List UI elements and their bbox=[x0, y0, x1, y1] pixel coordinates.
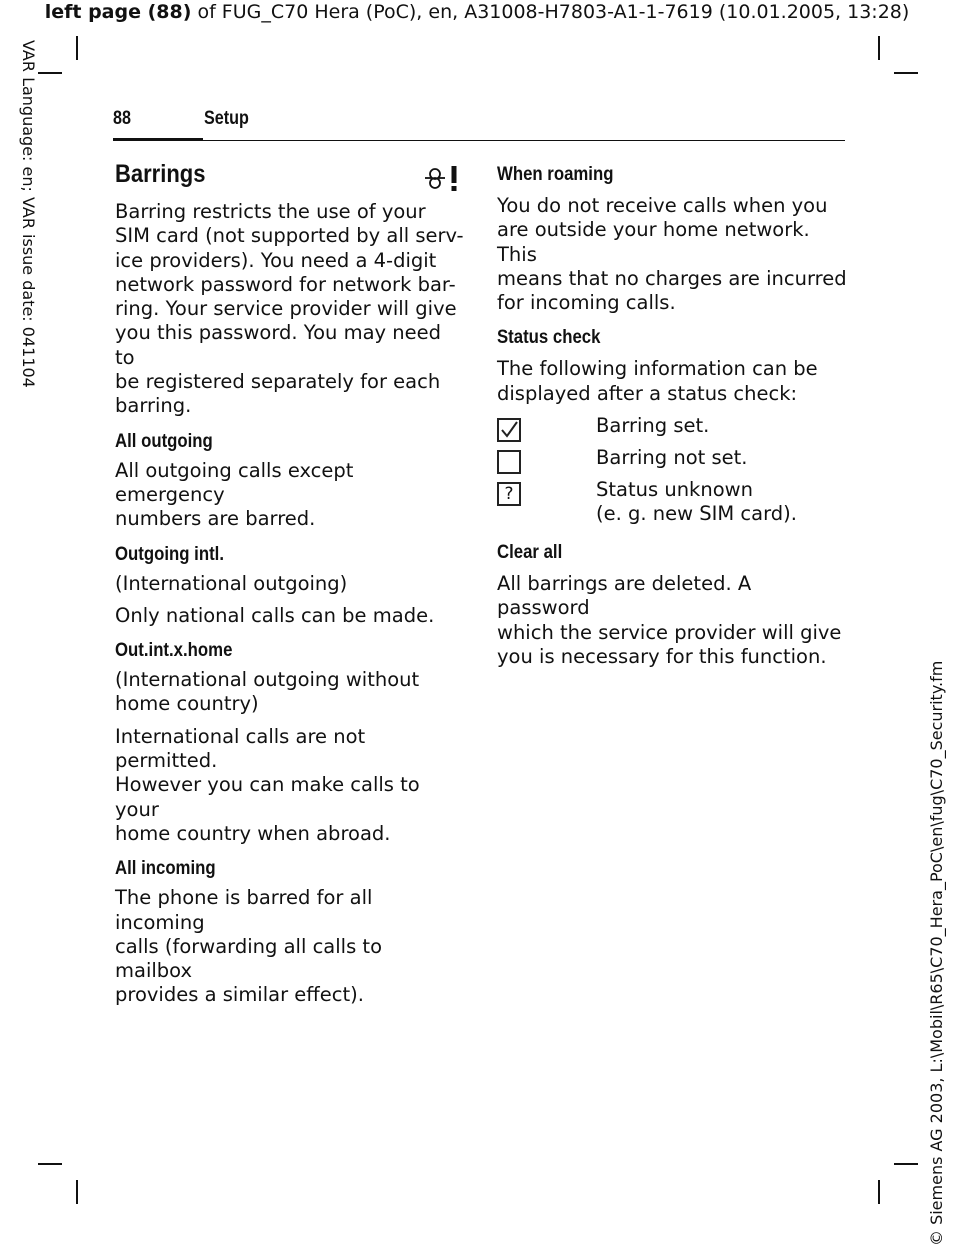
paragraph-line: The phone is barred for all incoming bbox=[115, 886, 373, 934]
paragraph-line: be registered separately for each bbox=[115, 370, 441, 394]
status-item bbox=[497, 478, 847, 540]
subheading: Outgoing intl. bbox=[115, 542, 224, 565]
paragraph-line: you this password. You may need to bbox=[115, 321, 442, 369]
subheading: Clear all bbox=[497, 541, 563, 564]
subheading: Out.int.x.home bbox=[115, 639, 233, 662]
paragraph-line: calls (forwarding all calls to mailbox bbox=[115, 934, 383, 983]
status-legend bbox=[497, 414, 847, 540]
paragraph-line: which the service provider will give bbox=[497, 620, 842, 644]
status-label: Barring set. bbox=[596, 414, 710, 438]
subheading: When roaming bbox=[497, 163, 614, 185]
paragraph-line: means that no charges are incurred bbox=[497, 266, 847, 290]
page-number: 88 bbox=[113, 108, 131, 129]
checked-box-icon bbox=[497, 418, 521, 442]
section-heading: Barrings bbox=[115, 160, 206, 188]
crop-mark bbox=[894, 1163, 918, 1165]
subheading: Status check bbox=[497, 326, 601, 349]
crop-mark bbox=[76, 36, 78, 60]
crop-mark bbox=[878, 36, 880, 60]
right-column bbox=[497, 162, 847, 669]
section-title: Setup bbox=[204, 108, 249, 129]
left-column bbox=[115, 160, 465, 1008]
paragraph-line: numbers are barred. bbox=[115, 507, 316, 531]
paragraph-line: network password for network bar- bbox=[115, 272, 456, 296]
paragraph-line: home country when abroad. bbox=[115, 821, 391, 845]
paragraph-line: All barrings are deleted. A password bbox=[497, 572, 752, 620]
paragraph-line: You do not receive calls when you bbox=[497, 194, 828, 217]
paragraph-line: (International outgoing) bbox=[115, 571, 348, 595]
exclamation-icon bbox=[450, 166, 458, 196]
page-side-label: left page (88) bbox=[44, 1, 192, 23]
side-note-left: VAR Language: en; VAR issue date: 041104 bbox=[19, 40, 38, 388]
paragraph-line: for incoming calls. bbox=[497, 291, 676, 315]
paragraph-line: SIM card (not supported by all serv- bbox=[115, 224, 464, 248]
paragraph-line: However you can make calls to your bbox=[115, 773, 420, 821]
paragraph-line: ring. Your service provider will give bbox=[115, 297, 457, 321]
paragraph-line: The following information can be bbox=[497, 357, 818, 381]
paragraph-line: displayed after a status check: bbox=[497, 381, 798, 405]
paragraph-line: ice providers). You need a 4-digit bbox=[115, 248, 437, 272]
empty-box-icon bbox=[497, 450, 521, 474]
paragraph-line: you is necessary for this function. bbox=[497, 644, 827, 668]
question-box-icon: ? bbox=[497, 482, 521, 506]
paragraph-line: All outgoing calls except emergency bbox=[115, 458, 354, 506]
crop-mark bbox=[76, 1180, 78, 1204]
intro-paragraph bbox=[115, 200, 465, 419]
paragraph-line: are outside your home network. This bbox=[497, 218, 810, 266]
document-header bbox=[0, 0, 954, 24]
paragraph-line: barring. bbox=[115, 394, 192, 418]
header-rule bbox=[113, 140, 845, 141]
side-note-right: © Siemens AG 2003, L:\Mobil\R65\C70_Hera_PoC\en\fug\C70_Security.fm bbox=[927, 660, 946, 1246]
paragraph-line: Only national calls can be made. bbox=[115, 603, 435, 627]
crop-mark bbox=[894, 72, 918, 74]
paragraph-line: International calls are not permitted. bbox=[115, 724, 366, 773]
subheading: All outgoing bbox=[115, 429, 213, 452]
subheading: All incoming bbox=[115, 857, 216, 880]
crop-mark bbox=[38, 72, 62, 74]
paragraph-line: provides a similar effect). bbox=[115, 983, 364, 1007]
status-label: Status unknown (e. g. new SIM card). bbox=[596, 478, 797, 526]
crop-mark bbox=[38, 1163, 62, 1165]
document-reference: of FUG_C70 Hera (PoC), en, A31008-H7803-A1-1-7619 (10.01.2005, 13:28) bbox=[191, 1, 910, 23]
crop-mark bbox=[878, 1180, 880, 1204]
paragraph-line: (International outgoing without bbox=[115, 668, 420, 692]
paragraph-line: home country) bbox=[115, 692, 259, 716]
paragraph-line: Barring restricts the use of your bbox=[115, 200, 426, 223]
status-label: Barring not set. bbox=[596, 446, 748, 470]
